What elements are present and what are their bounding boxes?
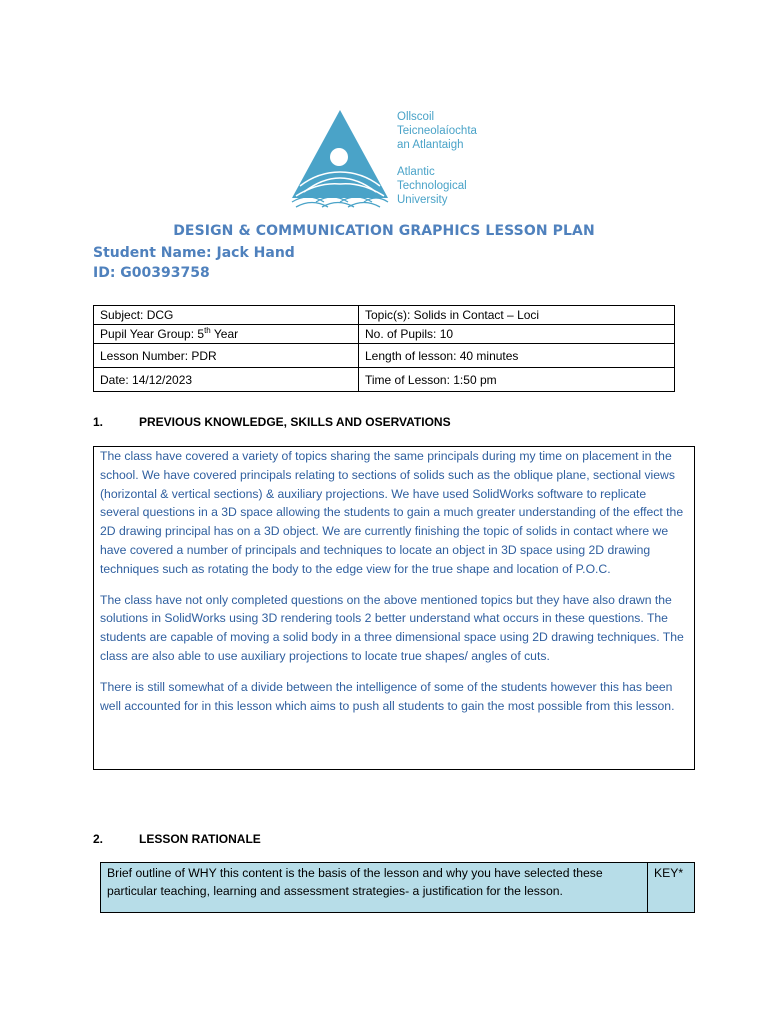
paragraph: There is still somewhat of a divide between the intelligence of some of the students however this has been well accounted for in this lesson which aims to push all students to gain the most possible from this lesson. (100, 679, 675, 713)
logo-irish-line: Teicneolaíochta (397, 125, 477, 137)
paragraph: The class have covered a variety of topics sharing the same principals during my time on placement in the school. We have covered principals relating to sections of solids such as the oblique plane, sectional views (horizontal & vertical sections) & auxiliary projections. We have used SolidWorks software to replicate several questions in a 3D space allowing the students to gain a much greater understanding of the effect the 2D drawing principal has on a 3D object. We are currently finishing the topic of solids in contact where we have covered a number of principals and techniques to locate an object in 3D space using 2D drawing techniques such as rotating the body to the edge view for the true shape and location of P.O.C. (100, 449, 684, 576)
table-row (94, 344, 675, 368)
logo-english-line: University (397, 194, 448, 206)
rationale-outline-cell: Brief outline of WHY this content is the basis of the lesson and why you have selected these particular teaching, learning and assessment strategies- a justification for the lesson. (101, 863, 648, 913)
logo-irish-line: an Atlantaigh (397, 139, 464, 151)
year-group-suffix: Year (210, 327, 239, 341)
year-group-cell (94, 325, 359, 344)
table-row (94, 306, 675, 325)
paragraph: The class have not only completed questions on the above mentioned topics but they have also drawn the solutions in SolidWorks using 3D rendering tools 2 better understand what occurs in these questions. The students are capable of moving a solid body in a three dimensional space using 2D drawing techniques. The class are also able to use auxiliary projections to locate true shapes/ angles of cuts. (100, 592, 684, 663)
logo-english-name (397, 165, 467, 207)
table-row (94, 325, 675, 344)
document-title: DESIGN & COMMUNICATION GRAPHICS LESSON PLAN (173, 223, 595, 239)
lesson-number-cell: Lesson Number: PDR (94, 344, 359, 368)
date-cell: Date: 14/12/2023 (94, 368, 359, 392)
logo-irish-line: Ollscoil (397, 111, 435, 123)
section-number: 1. (93, 415, 104, 429)
logo-english-line: Atlantic (397, 166, 435, 178)
student-id: ID: G00393758 (93, 265, 210, 281)
year-group-text: Pupil Year Group: 5 (100, 327, 205, 341)
lesson-info-table (93, 305, 675, 392)
previous-knowledge-box (93, 446, 695, 770)
lesson-time-cell: Time of Lesson: 1:50 pm (359, 368, 675, 392)
rationale-table (100, 862, 695, 913)
subject-cell: Subject: DCG (94, 306, 359, 325)
logo-english-line: Technological (397, 180, 467, 192)
section-2-heading (93, 832, 261, 846)
section-title: LESSON RATIONALE (139, 832, 261, 846)
table-row (101, 863, 695, 913)
section-number: 2. (93, 832, 104, 846)
key-cell: KEY* (648, 863, 695, 913)
year-group-superscript: th (204, 326, 211, 335)
section-title: PREVIOUS KNOWLEDGE, SKILLS AND OSERVATIONS (139, 415, 451, 429)
atu-logo (278, 88, 492, 214)
table-row (94, 368, 675, 392)
pupils-cell: No. of Pupils: 10 (359, 325, 675, 344)
topic-cell: Topic(s): Solids in Contact – Loci (359, 306, 675, 325)
logo-irish-name (397, 110, 477, 152)
student-name: Student Name: Jack Hand (93, 245, 295, 261)
lesson-length-cell: Length of lesson: 40 minutes (359, 344, 675, 368)
section-1-heading (93, 415, 451, 429)
